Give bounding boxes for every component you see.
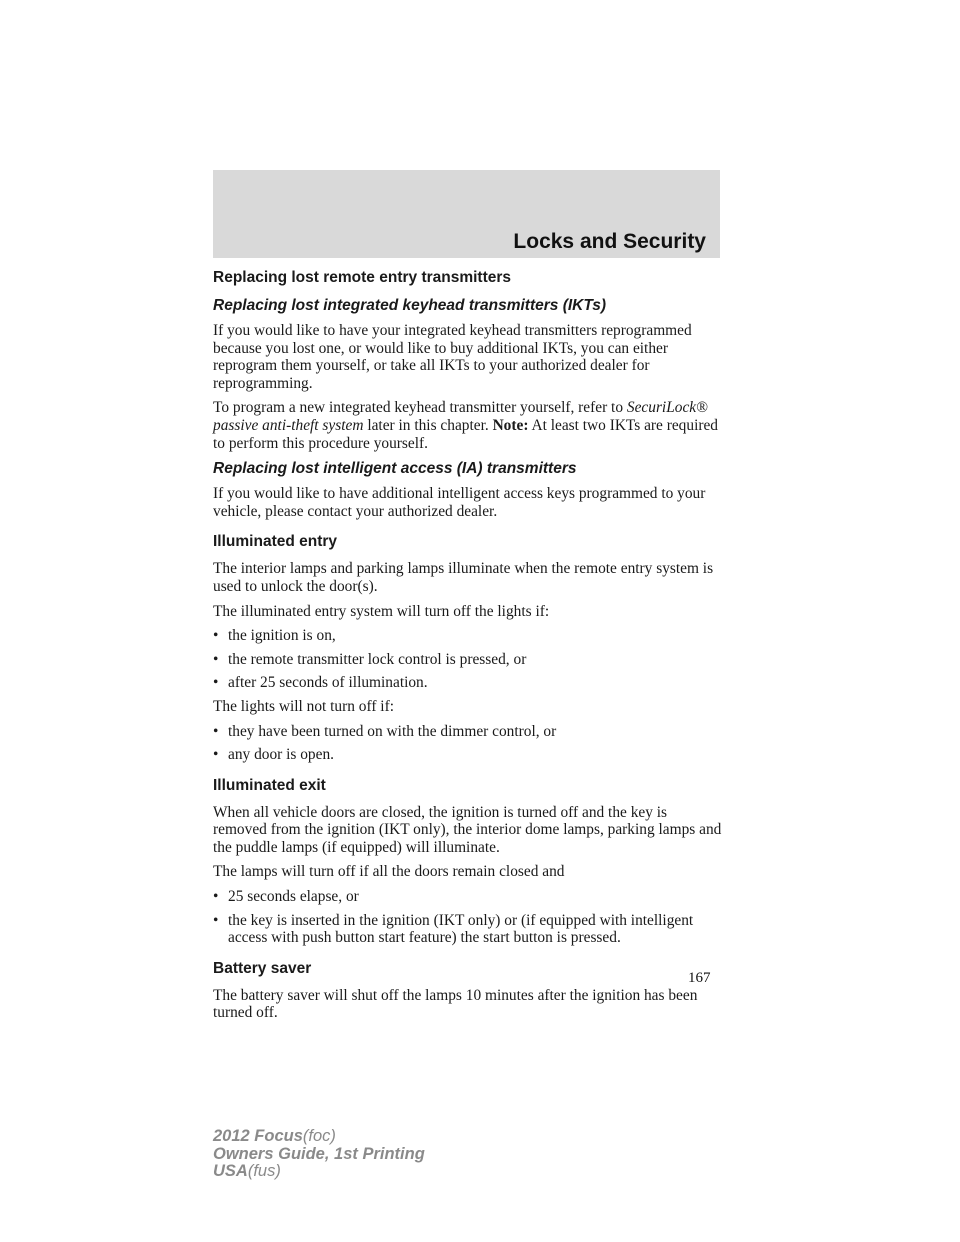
list-item (213, 888, 723, 906)
footer-model: 2012 Focus (213, 1127, 303, 1145)
footer-line-market (213, 1163, 425, 1181)
paragraph-ia: If you would like to have additional intelligent access keys programmed to your vehicle, please contact your authorized dealer. (213, 485, 706, 520)
bullet-icon: • (213, 627, 219, 645)
bullet-icon: • (213, 911, 219, 929)
section-header-band (213, 170, 720, 258)
paragraph-entry-turn-off: The illuminated entry system will turn off the lights if: (213, 602, 550, 620)
securilock-reference: SecuriLock® passive anti-theft system (213, 399, 708, 434)
list-item (213, 651, 723, 669)
footer-market: USA (213, 1162, 248, 1180)
heading-replacing-lost-transmitters: Replacing lost remote entry transmitters (213, 269, 512, 286)
list-item (213, 912, 723, 947)
list-item (213, 627, 723, 645)
list-item-text: the remote transmitter lock control is pressed, or (228, 650, 527, 668)
list-item (213, 723, 723, 741)
list-item-text: the key is inserted in the ignition (IKT only) or (if equipped with intelligent access with push button start feature) the start button is pressed. (228, 911, 694, 947)
list-item-text: they have been turned on with the dimmer control, or (228, 722, 557, 740)
heading-illuminated-entry: Illuminated entry (213, 533, 338, 551)
list-item-text: 25 seconds elapse, or (228, 888, 359, 906)
bullet-icon: • (213, 746, 219, 764)
footer-model-code: (foc) (302, 1127, 336, 1145)
subheading-ia: Replacing lost intelligent access (IA) transmitters (213, 460, 577, 478)
bullet-icon: • (213, 674, 219, 692)
paragraph-exit-turn-off: The lamps will turn off if all the doors remain closed and (213, 863, 565, 881)
footer-line-printing: Owners Guide, 1st Printing (213, 1144, 425, 1163)
page-number: 167 (688, 970, 711, 986)
section-title: Locks and Security (513, 230, 706, 253)
paragraph-battery-saver: The battery saver will shut off the lamps 10 minutes after the ignition has been turned off. (213, 986, 698, 1022)
bullet-icon: • (213, 888, 219, 906)
paragraph-exit-intro: When all vehicle doors are closed, the ignition is turned off and the key is removed from the ignition (IKT only), the interior dome lamps, parking lamps and the puddle lamps (if equipped) will illuminate. (213, 803, 722, 856)
note-label: Note: (492, 416, 529, 434)
subheading-ikt: Replacing lost integrated keyhead transmitters (IKTs) (213, 297, 607, 314)
list-item (213, 746, 723, 764)
heading-illuminated-exit: Illuminated exit (213, 776, 326, 794)
footer-market-code: (fus) (247, 1162, 281, 1180)
paragraph-ikt-program-yourself (213, 399, 723, 452)
text-program-intro: To program a new integrated keyhead transmitter yourself, refer to (213, 399, 624, 417)
paragraph-entry-not-turn-off: The lights will not turn off if: (213, 697, 394, 715)
note-text: At least two IKTs are required to perform this procedure yourself. (213, 416, 719, 452)
list-item-text: any door is open. (228, 746, 335, 764)
footer-line-model (213, 1128, 425, 1146)
list-item-text: after 25 seconds of illumination. (228, 674, 428, 692)
paragraph-entry-intro: The interior lamps and parking lamps illuminate when the remote entry system is used to unlock the door(s). (213, 560, 714, 595)
list-item (213, 674, 723, 692)
heading-battery-saver: Battery saver (213, 959, 312, 977)
page-content (213, 268, 723, 1029)
paragraph-ikt-reprogram: If you would like to have your integrated keyhead transmitters reprogrammed because you lost one, or would like to buy additional IKTs, you can either reprogram them yourself, or take all IKTs to your authorized dealer for reprogramming. (213, 322, 692, 392)
bullet-icon: • (213, 722, 219, 740)
document-footer (213, 1128, 425, 1181)
bullet-icon: • (213, 650, 219, 668)
list-item-text: the ignition is on, (228, 627, 336, 645)
text-later-in-chapter: later in this chapter. (367, 416, 489, 434)
